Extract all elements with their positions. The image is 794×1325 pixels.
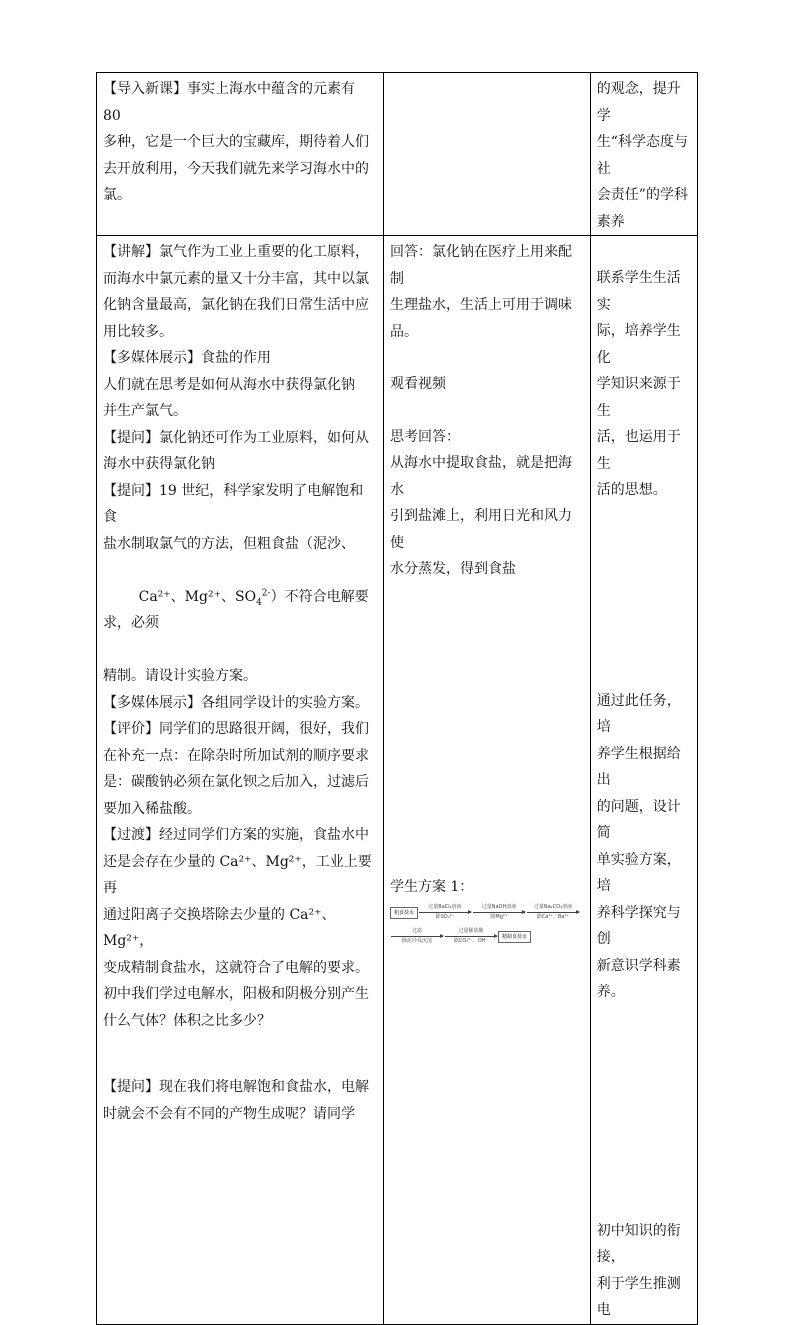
section-label: 【多媒体展示】 xyxy=(103,694,201,711)
text-line: 会责任”的学科 xyxy=(596,187,688,203)
flow-step-purpose: 除Mg²⁺ xyxy=(490,914,508,920)
line-text: 去开放利用，今天我们就先来学习海水中的 xyxy=(103,160,369,177)
text-line: 活，也运用于生 xyxy=(596,429,681,472)
line-text: 化钠含量最高，氯化钠在我们日常生活中应 xyxy=(103,297,369,313)
text-line xyxy=(103,849,377,902)
section-label: 【导入新课】 xyxy=(103,81,187,97)
student-activity-cell xyxy=(383,73,590,236)
line-text: 精制。请设计实验方案。 xyxy=(103,668,257,684)
section-label: 【评价】 xyxy=(103,721,159,737)
line-text: 海水中获得氯化钠 xyxy=(103,456,215,472)
flow-arrow xyxy=(391,928,443,945)
text-line xyxy=(103,182,377,209)
text-line: 新意识学科素养。 xyxy=(596,957,681,1000)
line-text: 还是会存在少量的 Ca²⁺、Mg²⁺，工业上要再 xyxy=(103,853,372,896)
line-text: 初中我们学过电解水，阳极和阴极分别产生 xyxy=(103,986,369,1002)
flow-box: 粗食盐水 xyxy=(390,907,418,919)
line-text: 氯气作为工业上重要的化工原料， xyxy=(159,244,369,260)
line-text: 用比较多。 xyxy=(103,323,173,340)
flow-arrow xyxy=(419,904,471,921)
line-text: 19 世纪，科学家发明了电解饱和食 xyxy=(103,482,364,525)
text-line xyxy=(103,1008,377,1035)
line-text: 并生产氯气。 xyxy=(103,403,187,419)
line-text: 多种，它是一个巨大的宝藏库，期待着人们 xyxy=(103,134,369,150)
line-text: 什么气体？体积之比多少？ xyxy=(103,1012,271,1029)
flow-arrow xyxy=(445,928,497,945)
section-label: 【多媒体展示】 xyxy=(103,350,201,366)
line-text: 各组同学设计的实验方案。 xyxy=(201,694,369,711)
purification-flowchart xyxy=(390,904,584,950)
flow-box: 精制食盐水 xyxy=(498,931,531,943)
flow-arrow xyxy=(527,904,579,921)
text-line: 素养 xyxy=(596,213,625,230)
teacher-activity-cell xyxy=(97,236,384,1325)
line-text: 变成精制食盐水，这就符合了电解的要求。 xyxy=(103,959,369,976)
text-line: 利于学生推测电 xyxy=(596,1275,681,1318)
text-line xyxy=(103,239,377,266)
arrow-shaft xyxy=(473,912,525,913)
text-line xyxy=(103,690,377,717)
text-line xyxy=(103,822,377,849)
text-line xyxy=(103,319,377,346)
arrow-shaft xyxy=(445,936,497,937)
flow-arrow xyxy=(473,904,525,921)
text-line: 生理盐水，生活上可用于调味品。 xyxy=(389,297,572,340)
text-line xyxy=(103,743,377,770)
line-text: 而海水中氯元素的量又十分丰富，其中以氯 xyxy=(103,270,369,287)
text-line: 回答：氯化钠在医疗上用来配制 xyxy=(389,244,572,287)
flow-step-purpose: 除SO₄²⁻ xyxy=(435,914,455,920)
design-intent-cell xyxy=(590,236,697,1325)
section-label: 【提问】 xyxy=(103,1079,159,1095)
text-line xyxy=(103,372,377,399)
line-text: 时就会不会有不同的产物生成呢？请同学 xyxy=(103,1105,355,1122)
teacher-activity-cell xyxy=(97,73,384,236)
line-text: 是：碳酸钠必须在氯化钡之后加入，过滤后 xyxy=(103,774,369,790)
text-line xyxy=(103,531,377,558)
line-text: 现在我们将电解饱和食盐水，电解 xyxy=(159,1079,369,1095)
text-line: 引到盐滩上，利用日光和风力使 xyxy=(389,508,572,551)
flow-step-reagent: 过量BaCl₂溶液 xyxy=(428,904,462,910)
text-line xyxy=(103,769,377,796)
text-line: 初中知识的衔接， xyxy=(596,1222,681,1265)
text-line xyxy=(103,955,377,982)
arrow-shaft xyxy=(391,936,443,937)
section-label: 【过渡】 xyxy=(103,827,159,843)
text-line xyxy=(103,981,377,1008)
text-line: 的问题，设计简 xyxy=(596,798,681,841)
text-line xyxy=(103,796,377,823)
ion-line: Ca²⁺、Mg²⁺、$SO_4^{2-}$）不符合电解要求，必须 xyxy=(103,587,369,631)
line-text: 同学们的思路很开阔，很好，我们 xyxy=(159,721,369,737)
flow-step-purpose: 除泥沙及沉淀 xyxy=(401,938,432,944)
text-line xyxy=(103,76,377,129)
text-line xyxy=(103,292,377,319)
flow-step-purpose: 除Ca²⁺、Ba²⁺ xyxy=(536,914,570,920)
text-line: 学生方案 1： xyxy=(389,878,474,895)
flow-step-reagent: 过滤 xyxy=(411,928,422,934)
table-row xyxy=(97,73,698,236)
text-line: 单实验方案，培 xyxy=(596,851,681,894)
text-line xyxy=(103,129,377,156)
text-line xyxy=(103,398,377,425)
text-line xyxy=(103,1101,377,1128)
text-line: 养学生根据给出 xyxy=(596,745,681,788)
text-line: 生“科学态度与社 xyxy=(596,134,688,177)
arrow-shaft xyxy=(419,912,471,913)
text-line: 养科学探究与创 xyxy=(596,904,681,947)
text-line xyxy=(103,156,377,183)
table-row xyxy=(97,236,698,1325)
text-line xyxy=(103,716,377,743)
text-line: 活的思想。 xyxy=(596,482,667,498)
text-line: 的观念，提升学 xyxy=(596,81,681,124)
line-text: 食盐的作用 xyxy=(201,350,271,366)
text-line xyxy=(103,266,377,293)
text-line: 观看视频 xyxy=(389,376,446,392)
flow-step-reagent: 过量Na₂CO₃溶液 xyxy=(533,904,573,910)
text-line: 通过此任务，培 xyxy=(596,692,681,735)
text-line xyxy=(103,345,377,372)
arrow-shaft xyxy=(527,912,579,913)
line-text: 氯化钠还可作为工业原料，如何从 xyxy=(159,429,369,446)
line-text: 盐水制取氯气的方法，但粗食盐（泥沙、 xyxy=(103,535,355,552)
section-label: 【提问】 xyxy=(103,482,159,499)
flow-step-reagent: 过量稀盐酸 xyxy=(458,928,484,934)
line-text: 氯。 xyxy=(103,187,131,203)
flow-step-purpose: 除CO₃²⁻、OH⁻ xyxy=(453,938,489,944)
text-line: 联系学生生活实 xyxy=(596,270,681,313)
line-text: 经过同学们方案的实施，食盐水中 xyxy=(159,827,369,843)
text-line xyxy=(103,1074,377,1101)
text-line: 从海水中提取食盐，就是把海水 xyxy=(389,455,572,498)
student-activity-cell xyxy=(383,236,590,1325)
line-text: 通过阳离子交换塔除去少量的 Ca²⁺、Mg²⁺， xyxy=(103,906,336,949)
line-text: 人们就在思考是如何从海水中获得氯化钠 xyxy=(103,376,355,393)
section-label: 【讲解】 xyxy=(103,244,159,260)
text-line: 际，培养学生化 xyxy=(596,323,681,366)
flow-step-reagent: 过量NaOH溶液 xyxy=(481,904,517,910)
design-intent-cell xyxy=(590,73,697,236)
line-text: 在补充一点：在除杂时所加试剂的顺序要求 xyxy=(103,747,369,764)
lesson-plan-table xyxy=(96,72,698,1325)
section-label: 【提问】 xyxy=(103,429,159,446)
line-text: 事实上海水中蕴含的元素有 80 xyxy=(103,81,360,124)
text-line xyxy=(103,425,377,452)
text-line xyxy=(103,478,377,531)
text-line: 思考回答： xyxy=(389,428,460,445)
line-text: 要加入稀盐酸。 xyxy=(103,800,201,817)
text-line xyxy=(103,451,377,478)
text-line: 水分蒸发，得到食盐 xyxy=(389,561,516,577)
text-line xyxy=(103,902,377,955)
text-line xyxy=(103,663,377,690)
text-line: 学知识来源于生 xyxy=(596,376,681,419)
